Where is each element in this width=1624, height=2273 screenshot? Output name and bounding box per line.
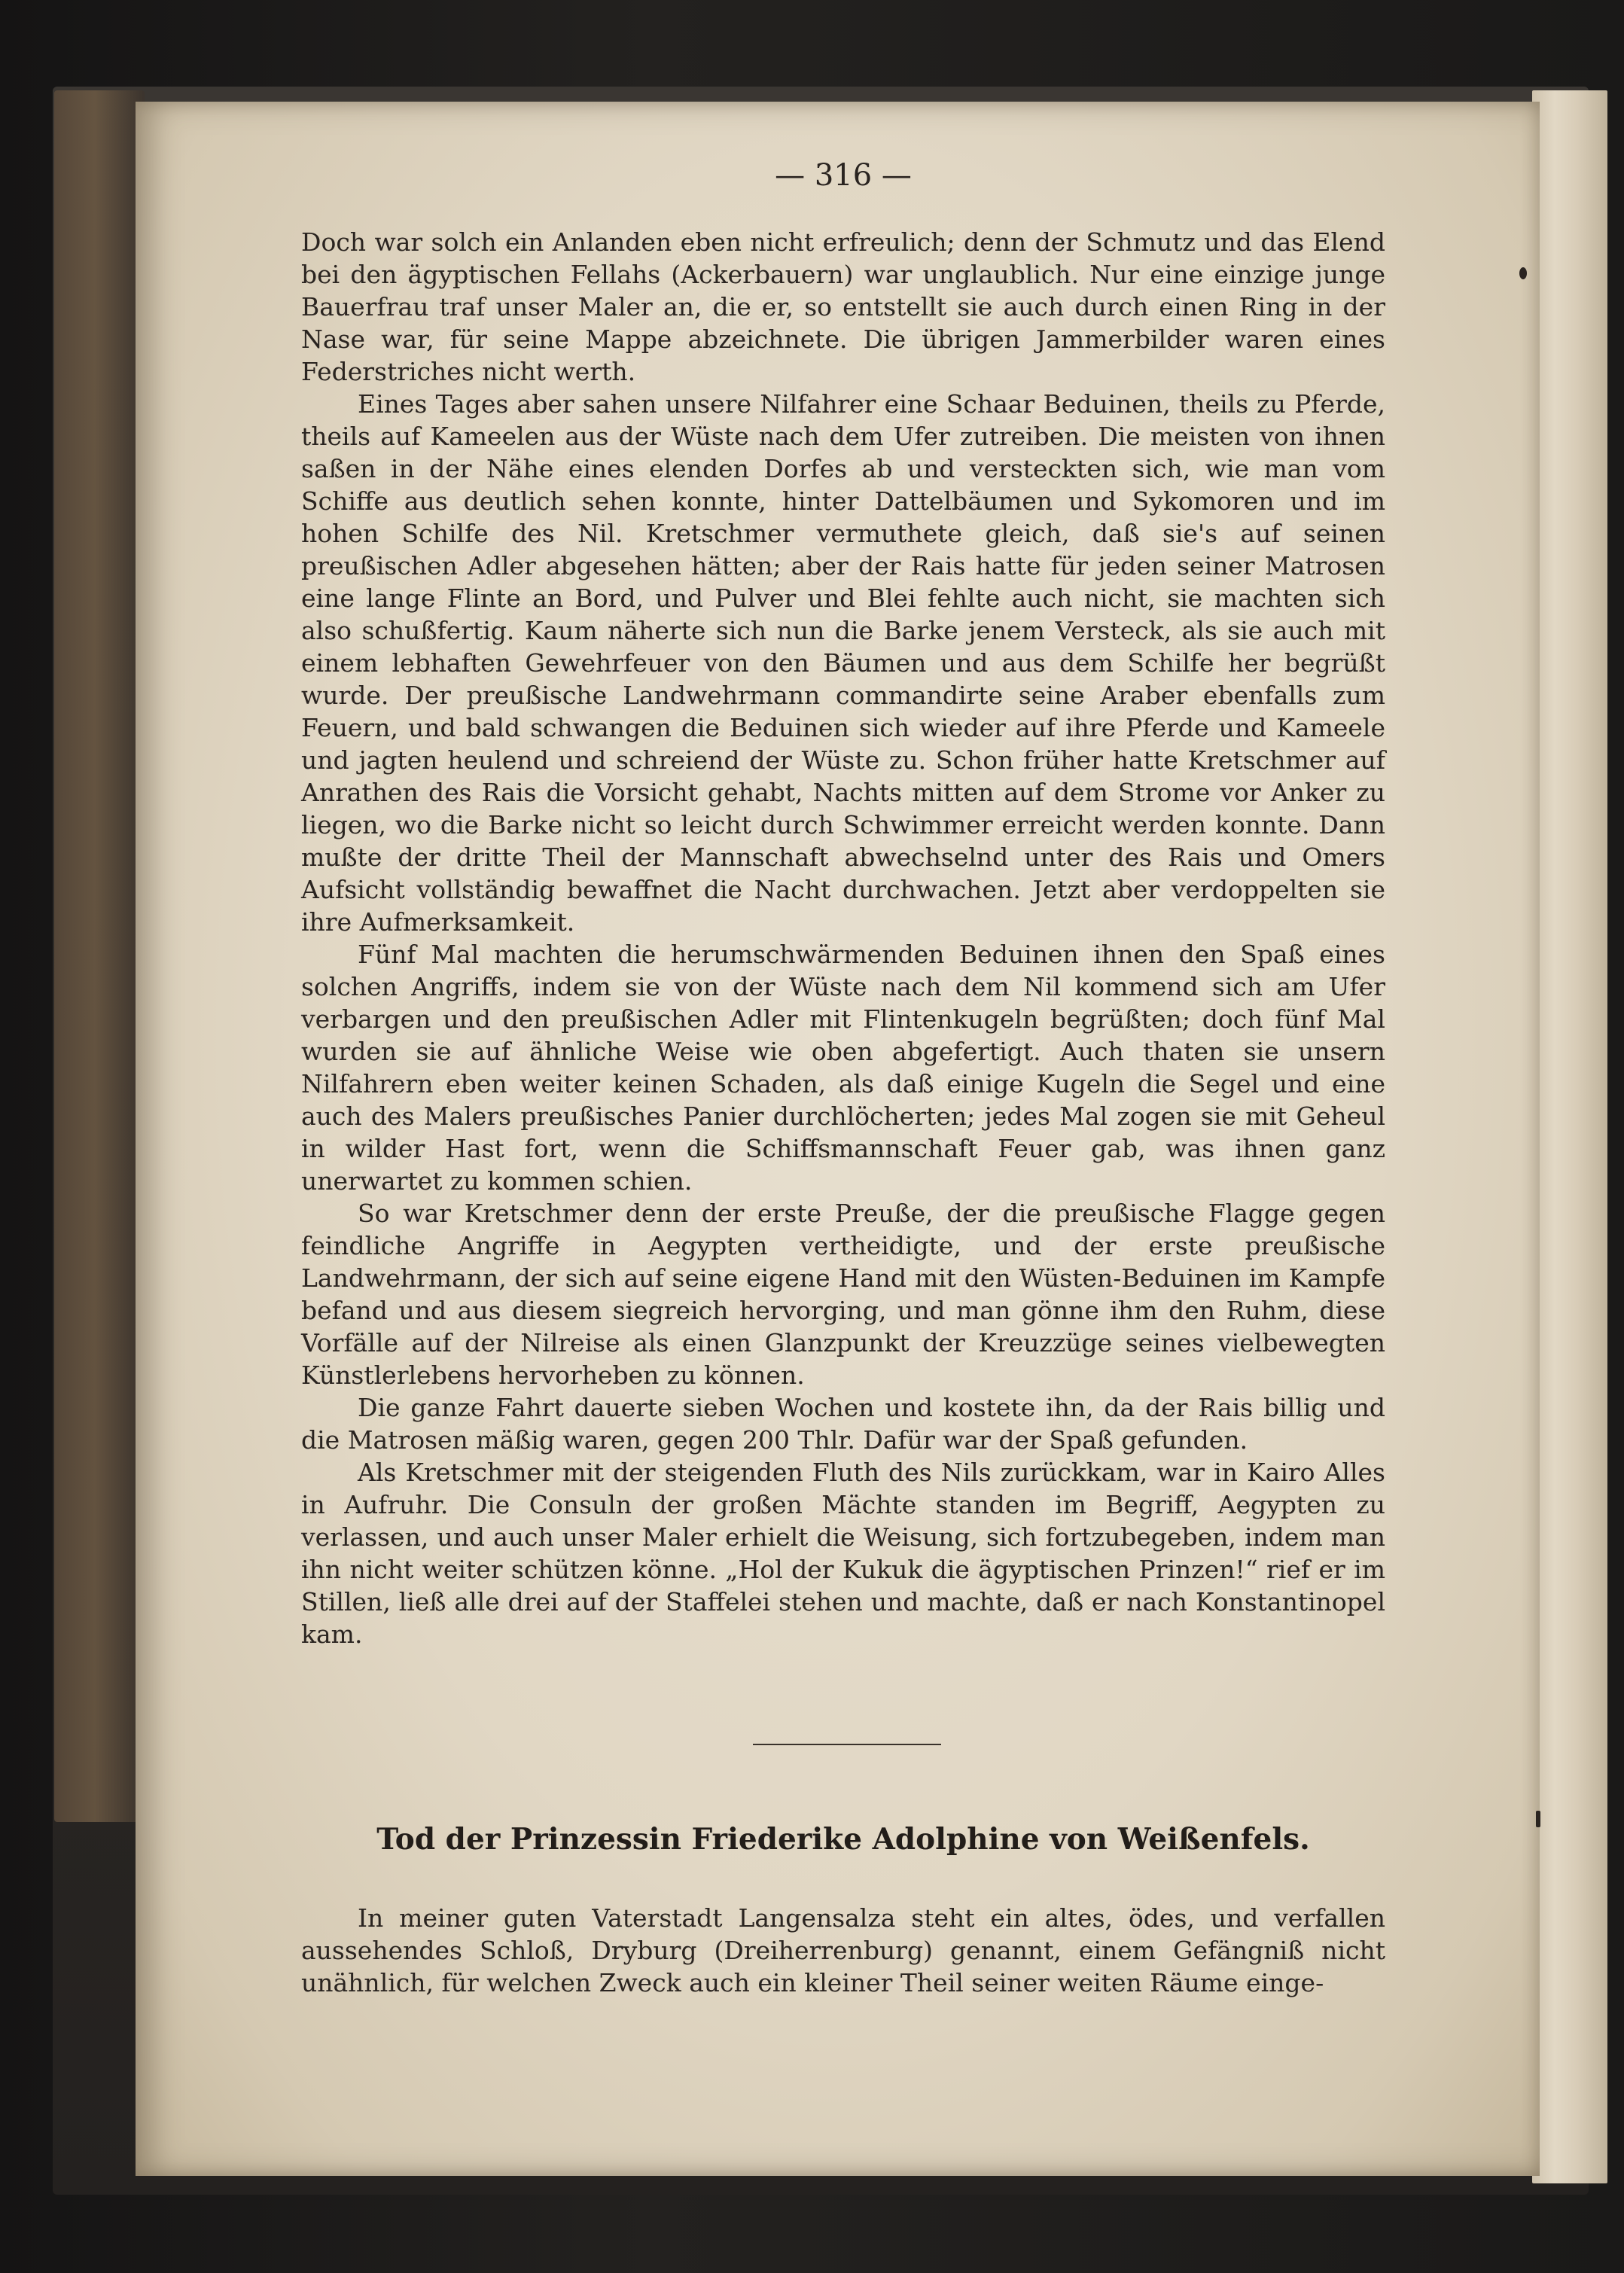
page-number: — 316 — — [775, 158, 912, 193]
paragraph: Doch war solch ein Anlanden eben nicht erfreulich; denn der Schmutz und das Elend bei den ägyptischen Fellahs (Ackerbauern) war unglaublich. Nur eine einzige junge Bauerfrau traf unser Maler an, die er, so entstellt sie auch durch einen Ring in der Nase war, für seine Mappe abzeichnete. Die übrigen Jammerbilder waren eines Federstriches nicht werth. — [301, 227, 1385, 386]
section-divider — [753, 1744, 941, 1745]
ink-spot — [1536, 1811, 1540, 1827]
section-text — [301, 1902, 1385, 1999]
paragraph: Eines Tages aber sahen unsere Nilfahrer eine Schaar Beduinen, theils zu Pferde, theils auf Kameelen aus der Wüste nach dem Ufer zutreiben. Die meisten von ihnen saßen in der Nähe eines elenden Dorfes ab und versteckten sich, wie man vom Schiffe aus deutlich sehen konnte, hinter Dattelbäumen und Sykomoren und im hohen Schilfe des Nil. Kretschmer vermuthete gleich, daß sie's auf seinen preußischen Adler abgesehen hätten; aber der Rais hatte für jeden seiner Matrosen eine lange Flinte an Bord, und Pulver und Blei fehlte auch nicht, sie machten sich also schußfertig. Kaum näherte sich nun die Barke jenem Versteck, als sie auch mit einem lebhaften Gewehrfeuer von den Bäumen und aus dem Schilfe her begrüßt wurde. Der preußische Landwehrmann commandirte seine Araber ebenfalls zum Feuern, und bald schwangen die Beduinen sich wieder auf ihre Pferde und Kameele und jagten heulend und schreiend der Wüste zu. Schon früher hatte Kretschmer auf Anrathen des Rais die Vorsicht gehabt, Nachts mitten auf dem Strome vor Anker zu liegen, wo die Barke nicht so leicht durch Schwimmer erreicht werden konnte. Dann mußte der dritte Theil der Mannschaft abwechselnd unter des Rais und Omers Aufsicht vollständig bewaffnet die Nacht durchwachen. Jetzt aber verdoppelten sie ihre Aufmerksamkeit. — [301, 389, 1385, 937]
paragraph: So war Kretschmer denn der erste Preuße, der die preußische Flagge gegen feindliche Angriffe in Aegypten vertheidigte, und der erste preußische Landwehrmann, der sich auf seine eigene Hand mit den Wüsten-Beduinen im Kampfe befand und aus diesem siegreich hervorging, und man gönne ihm den Ruhm, diese Vorfälle auf der Nilreise als einen Glanzpunkt der Kreuzzüge seines vielbewegten Künstlerlebens hervorheben zu können. — [301, 1199, 1385, 1390]
page-stack-edge — [1532, 90, 1607, 2183]
worn-binding-edge — [54, 90, 145, 1822]
paragraph: Als Kretschmer mit der steigenden Fluth des Nils zurückkam, war in Kairo Alles in Aufruhr. Die Consuln der großen Mächte standen im Begriff, Aegypten zu verlassen, und auch unser Maler erhielt die Weisung, sich fortzubegeben, indem man ihn nicht weiter schützen könne. „Hol der Kukuk die ägyptischen Prinzen!“ rief er im Stillen, ließ alle drei auf der Staffelei stehen und machte, daß er nach Konstantinopel kam. — [301, 1458, 1385, 1649]
ink-spot — [1519, 267, 1527, 279]
section-heading: Tod der Prinzessin Friederike Adolphine von Weißenfels. — [376, 1822, 1310, 1857]
paragraph: Fünf Mal machten die herumschwärmenden Beduinen ihnen den Spaß eines solchen Angriffs, indem sie von der Wüste nach dem Nil kommend sich am Ufer verbargen und den preußischen Adler mit Flintenkugeln begrüßten; doch fünf Mal wurden sie auf ähnliche Weise wie oben abgefertigt. Auch thaten sie unsern Nilfahrern eben weiter keinen Schaden, als daß einige Kugeln die Segel und eine auch des Malers preußisches Panier durchlöcherten; jedes Mal zogen sie mit Geheul in wilder Hast fort, wenn die Schiffsmannschaft Feuer gab, was ihnen ganz unerwartet zu kommen schien. — [301, 940, 1385, 1196]
paragraph: Die ganze Fahrt dauerte sieben Wochen und kostete ihn, da der Rais billig und die Matrosen mäßig waren, gegen 200 Thlr. Dafür war der Spaß gefunden. — [301, 1393, 1385, 1455]
body-text — [301, 226, 1385, 1650]
paragraph: In meiner guten Vaterstadt Langensalza steht ein altes, ödes, und verfallen aussehendes Schloß, Dryburg (Dreiherrenburg) genannt, einem Gefängniß nicht unähnlich, für welchen Zweck auch ein kleiner Theil seiner weiten Räume einge- — [301, 1903, 1385, 1997]
